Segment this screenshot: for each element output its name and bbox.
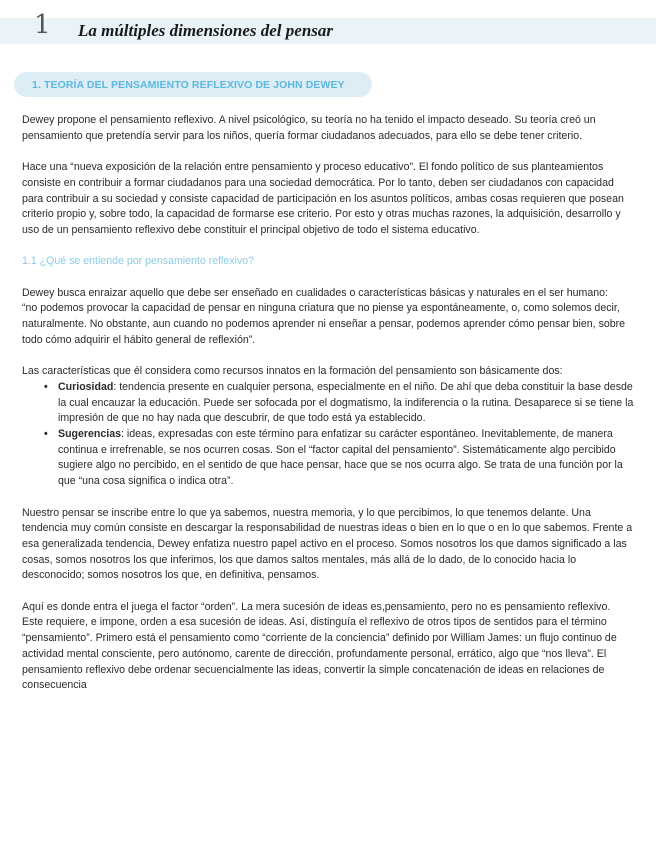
page-number: 1 [34, 10, 51, 40]
list-item [46, 427, 634, 490]
list-term: Curiosidad [58, 380, 114, 393]
paragraph-3: Dewey busca enraizar aquello que debe ser enseñado en cualidades o características básicas y naturales en el ser humano: [22, 286, 608, 299]
list-term: Sugerencias [58, 428, 122, 440]
paragraph-7: Aquí es donde entra el juega el factor “orden”. La mera sucesión de ideas es,pensamiento, pero no es pensamiento reflexivo. Este requiere, e impone, orden a esa sucesión de ideas. Así, distinguía el reflexivo de otros tipos de sentidos para el término “pensamiento”. Primero está el pensamiento como “corriente de la conciencia” definido por William James: un flujo continuo de actividad mental consciente, pero autónomo, carente de dirección, profundamente personal, errático, algo que “nos lleva”. El pensamiento reflexivo debe ordenar secuencialmente las ideas, convertir la simple concatenación de ideas en relaciones de consecuencia [22, 600, 617, 692]
feature-list [22, 380, 634, 490]
document-body [22, 113, 634, 694]
quote-paragraph: “no podemos provocar la capacidad de pensar en ninguna criatura que no piense ya espontáneamente, o, como solemos decir, naturalmente. No obstante, aun cuando no podemos aprender ni enseñar a pensar, podemos aprender cómo pensar bien, sobre todo cómo adquirir el hábito general de reflexión”. [22, 302, 626, 346]
paragraph-5: Las características que él considera como recursos innatos en la formación del pensamiento son básicamente dos: [22, 365, 563, 378]
list-text: : tendencia presente en cualquier persona, especialmente en el niño. De ahí que deba constituir la base desde la cual encauzar la educación. Puede ser sofocada por el dogmatismo, la indiferencia o la rutina. Desaparece si se tiene la impresión de que no hay nada que descubrir, de que todo está ya establecido. [58, 380, 634, 425]
subheading: 1.1 ¿Qué se entiende por pensamiento reflexivo? [22, 255, 255, 268]
section-heading: 1. TEORÍA DEL PENSAMIENTO REFLEXIVO DE JOHN DEWEY [32, 79, 345, 91]
bullet-icon: • [44, 380, 48, 393]
bullet-icon: • [44, 428, 48, 440]
book-title: La múltiples dimensiones del pensar [78, 21, 334, 40]
paragraph-6: Nuestro pensar se inscribe entre lo que ya sabemos, nuestra memoria, y lo que percibimos, lo que tenemos delante. Una tendencia muy común consiste en descargar la responsabilidad de nuestras ideas o bien en lo que o en lo que sabemos. Frente a esa generalizada tendencia, Dewey enfatiza nuestro papel activo en el proceso. Somos nosotros los que damos significado a las cosas, somos nosotros los que inferimos, los que damos saltos mentales, más allá de lo dado, de lo conocido hacia lo desconocido; somos nosotros los que, en definitiva, pensamos. [22, 506, 633, 582]
list-item [46, 380, 634, 427]
list-text: : ideas, expresadas con este término para enfatizar su carácter espontáneo. Inevitablemente, de manera continua e irrefrenable, se nos ocurren cosas. Son el “factor capital del pensamiento”. Sistemáticamente algo percibido sugiere algo no percibido, en el sentido de que hace pensar, hace que se nos ocurra algo. Se trata de una función por la que “una cosa significa o indica otra”. [58, 428, 623, 488]
paragraph-2: Hace una “nueva exposición de la relación entre pensamiento y proceso educativo”. El fondo político de sus planteamientos consiste en contribuir a formar ciudadanos para una sociedad democrática. Por lo tanto, deben ser ciudadanos con capacidad para contribuir a su sociedad y consiste capacidad de participación en los asuntos políticos, ambas cosas requieren que posean criterio propio y, sobre todo, la capacidad de formarse ese criterio. Por esto y otras muchas razones, la adquisición, desarrollo y uso de un pensamiento reflexivo debe constituir el principal objetivo de todo el sistema educativo. [22, 161, 624, 236]
paragraph-1: Dewey propone el pensamiento reflexivo. A nivel psicológico, su teoría no ha tenido el impacto deseado. Su teoría creó un pensamiento que pretendía servir para los niños, quería formar ciudadanos adecuados, para ello se debe tener criterio. [22, 114, 596, 142]
